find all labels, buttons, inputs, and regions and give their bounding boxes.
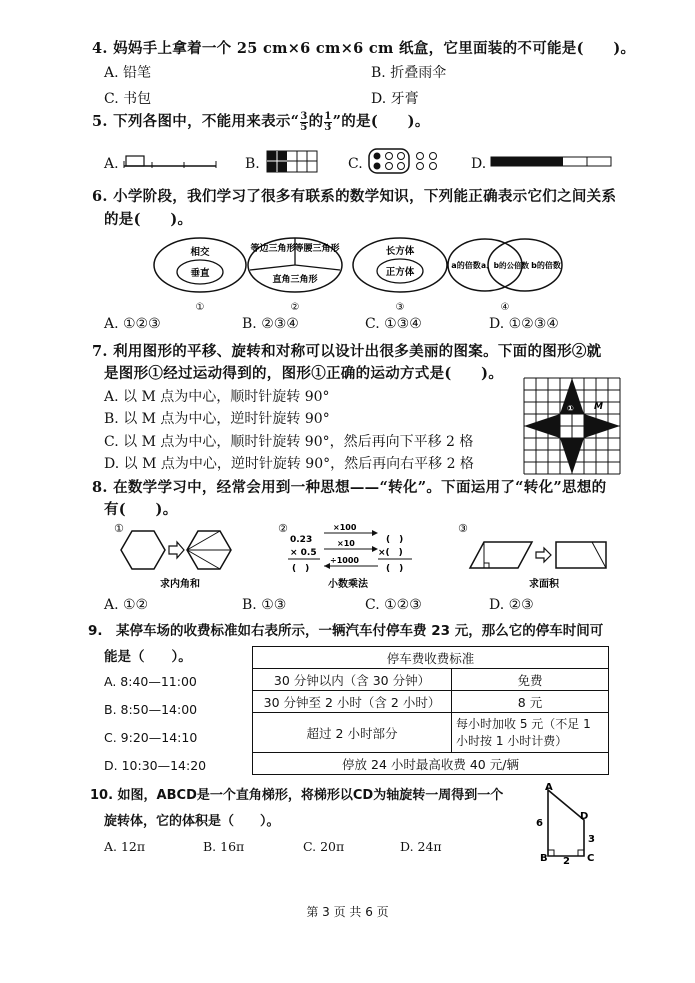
- q8-figures: [110, 520, 640, 594]
- q6-option-d[interactable]: D. ①②③④: [489, 316, 559, 332]
- q6-option-b[interactable]: B. ②③④: [242, 316, 299, 332]
- q6-label-2: ②: [290, 302, 300, 313]
- page-footer: 第 3 页 共 6 页: [306, 905, 389, 919]
- q7-option-d[interactable]: D. 以 M 点为中心，逆时针旋转 90°，然后再向右平移 2 格: [104, 456, 474, 472]
- q6-option-c[interactable]: C. ①③④: [365, 316, 422, 332]
- q6-d4-right: b的倍数: [531, 261, 561, 270]
- q8-f2-c: ×100: [333, 523, 357, 532]
- fee-row3-price: 每小时加收 5 元（不足 1 小时按 1 小时计费）: [452, 713, 609, 753]
- q7-option-c[interactable]: C. 以 M 点为中心，顺时针旋转 90°，然后再向下平移 2 格: [104, 434, 474, 450]
- q6-diagram2-divider-right: [295, 265, 340, 270]
- q5-stem: [92, 110, 430, 133]
- q8-f2-e: ÷1000: [330, 556, 359, 565]
- q8-option-c[interactable]: C. ①②③: [365, 597, 422, 613]
- q6-d3-outer: 长方体: [385, 246, 415, 257]
- q5-option-d[interactable]: D.: [471, 156, 487, 172]
- q6-d2-a: 等边三角形: [250, 244, 296, 254]
- q9-fee-table: [252, 646, 609, 775]
- q8-f2-d: ×10: [337, 539, 355, 548]
- q6-d3-inner: 正方体: [385, 267, 415, 278]
- q10-label-a: A: [545, 782, 553, 793]
- q6-d2-b: 等腰三角形: [294, 244, 340, 254]
- q10-option-b[interactable]: B. 16π: [203, 839, 245, 854]
- fee-row3-period: 超过 2 小时部分: [253, 713, 452, 753]
- q10-stem-line1: 10. 如图，ABCD是一个直角梯形，将梯形以CD为轴旋转一周得到一个: [90, 788, 504, 803]
- q8-f2-caption: 小数乘法: [328, 579, 368, 590]
- q9-option-a[interactable]: A. 8:40—11:00: [104, 674, 197, 689]
- q8-f2-par1: ( ): [292, 564, 310, 574]
- q10-option-c[interactable]: C. 20π: [303, 839, 345, 854]
- fee-table-rule: 停放 24 小时最高收费 40 元/辆: [253, 753, 609, 775]
- q5-option-b[interactable]: B.: [245, 156, 260, 172]
- fee-row2-price: 8 元: [452, 691, 609, 713]
- q8-stem-line1: 8. 在数学学习中，经常会用到一种思想——“转化”。下面运用了“转化”思想的: [92, 479, 607, 496]
- q4-stem: 4. 妈妈手上拿着一个 25 cm×6 cm×6 cm 纸盒，它里面装的不可能是( )。: [92, 40, 636, 57]
- q4-option-a[interactable]: A. 铅笔: [104, 65, 152, 81]
- q7-figure-two-right-arm: [584, 414, 620, 438]
- q8-f3-arrow: [536, 548, 551, 562]
- q8-f2-a: 0.23: [290, 535, 313, 545]
- q4-option-b[interactable]: B. 折叠雨伞: [371, 65, 447, 81]
- fee-row2-period: 30 分钟至 2 小时（含 2 小时）: [253, 691, 452, 713]
- q5-figure-b-grid: [266, 150, 320, 174]
- q8-stem-line2: 有( )。: [104, 501, 178, 518]
- q7-label-one: ①: [567, 404, 574, 413]
- q5-figure-d-bar: [490, 155, 614, 169]
- q8-f2-par3: ( ): [386, 535, 404, 545]
- q7-label-two: ②: [587, 404, 594, 413]
- q7-grid-figure: [523, 377, 621, 475]
- q6-d4-left: a的倍数: [451, 261, 481, 270]
- q8-f2-par4: ( ): [386, 564, 404, 574]
- fraction-three-fifths: $\frac{3}{5}$: [300, 110, 308, 133]
- q6-stem-line1: 6. 小学阶段，我们学习了很多有联系的数学知识，下列能正确表示它们之间关系: [92, 188, 617, 205]
- q6-diagrams: [150, 232, 600, 316]
- q7-option-a[interactable]: A. 以 M 点为中心，顺时针旋转 90°: [104, 389, 330, 405]
- q7-stem-line1: 7. 利用图形的平移、旋转和对称可以设计出很多美丽的图案。下面的图形②就: [92, 343, 602, 360]
- q10-trapezoid-figure: [532, 782, 608, 866]
- q6-d2-c: 直角三角形: [272, 275, 318, 285]
- q8-f2-num: ②: [278, 522, 288, 535]
- q7-figure-left-arm: [524, 414, 560, 438]
- q8-f1-num: ①: [114, 522, 124, 535]
- fraction-one-third: $\frac{1}{3}$: [324, 110, 332, 133]
- q8-f3-parallelogram: [470, 542, 532, 568]
- q6-d1-outer: 相交: [190, 247, 210, 258]
- q6-label-4: ④: [500, 302, 510, 313]
- q9-stem-line1: 9. 某停车场的收费标准如右表所示，一辆汽车付停车费 23 元，那么它的停车时间可: [88, 623, 604, 639]
- q4-option-d[interactable]: D. 牙膏: [371, 91, 419, 107]
- q10-label-width: 2: [563, 856, 570, 866]
- q5-option-c[interactable]: C.: [348, 156, 363, 172]
- q6-label-3: ③: [395, 302, 405, 313]
- q8-f1-hexagon: [121, 531, 165, 569]
- q6-label-1: ①: [195, 302, 205, 313]
- q5-stem-post: ”的是( )。: [332, 113, 430, 130]
- q4-option-c[interactable]: C. 书包: [104, 91, 152, 107]
- q6-d4-mid: a、b的公倍数: [481, 261, 529, 270]
- q8-f3-num: ③: [458, 522, 468, 535]
- q5-stem-pre: 5. 下列各图中，不能用来表示“: [92, 113, 300, 130]
- q8-option-b[interactable]: B. ①③: [242, 597, 287, 613]
- q8-f2-par2: ×( ): [378, 548, 403, 558]
- q10-option-a[interactable]: A. 12π: [104, 839, 146, 854]
- q7-option-b[interactable]: B. 以 M 点为中心，逆时针旋转 90°: [104, 411, 330, 427]
- q7-figure-one-top-right: [572, 378, 584, 414]
- q10-option-d[interactable]: D. 24π: [400, 839, 442, 854]
- q8-option-a[interactable]: A. ①②: [104, 597, 149, 613]
- fee-table-title: 停车费收费标准: [253, 647, 609, 669]
- q9-option-b[interactable]: B. 8:50—14:00: [104, 702, 198, 717]
- q10-label-cd: 3: [588, 834, 595, 845]
- q6-stem-line2: 的是( )。: [104, 211, 193, 228]
- q5-figure-c-dots: [366, 147, 442, 175]
- q5-stem-mid: 的: [308, 113, 324, 130]
- q8-f1-arrow: [169, 542, 184, 558]
- fee-row1-period: 30 分钟以内（含 30 分钟）: [253, 669, 452, 691]
- q5-option-a[interactable]: A.: [104, 156, 119, 172]
- q9-stem-line2: 能是（ ）。: [104, 649, 192, 665]
- q7-stem-line2: 是图形①经过运动得到的，图形①正确的运动方式是( )。: [104, 365, 504, 382]
- fee-row1-price: 免费: [452, 669, 609, 691]
- q10-trapezoid: [548, 790, 584, 856]
- q10-label-d: D: [580, 811, 589, 822]
- q10-label-c: C: [587, 853, 595, 864]
- q6-d1-inner: 垂直: [190, 268, 210, 279]
- q9-option-c[interactable]: C. 9:20—14:10: [104, 730, 198, 745]
- q7-figure-bottom-arm: [560, 438, 584, 474]
- q9-option-d[interactable]: D. 10:30—14:20: [104, 758, 207, 773]
- q10-label-height: 6: [536, 818, 543, 829]
- q8-f1-caption: 求内角和: [160, 579, 200, 590]
- q7-label-m: M: [594, 402, 603, 412]
- q8-option-d[interactable]: D. ②③: [489, 597, 534, 613]
- q8-f2-b: × 0.5: [290, 548, 317, 558]
- q10-label-b: B: [540, 853, 548, 864]
- q6-diagram2-divider-left: [250, 265, 295, 270]
- q8-f3-caption: 求面积: [529, 579, 559, 590]
- q5-figure-a-line: [122, 152, 218, 174]
- q10-stem-line2: 旋转体，它的体积是（ ）。: [104, 814, 280, 829]
- q6-option-a[interactable]: A. ①②③: [104, 316, 161, 332]
